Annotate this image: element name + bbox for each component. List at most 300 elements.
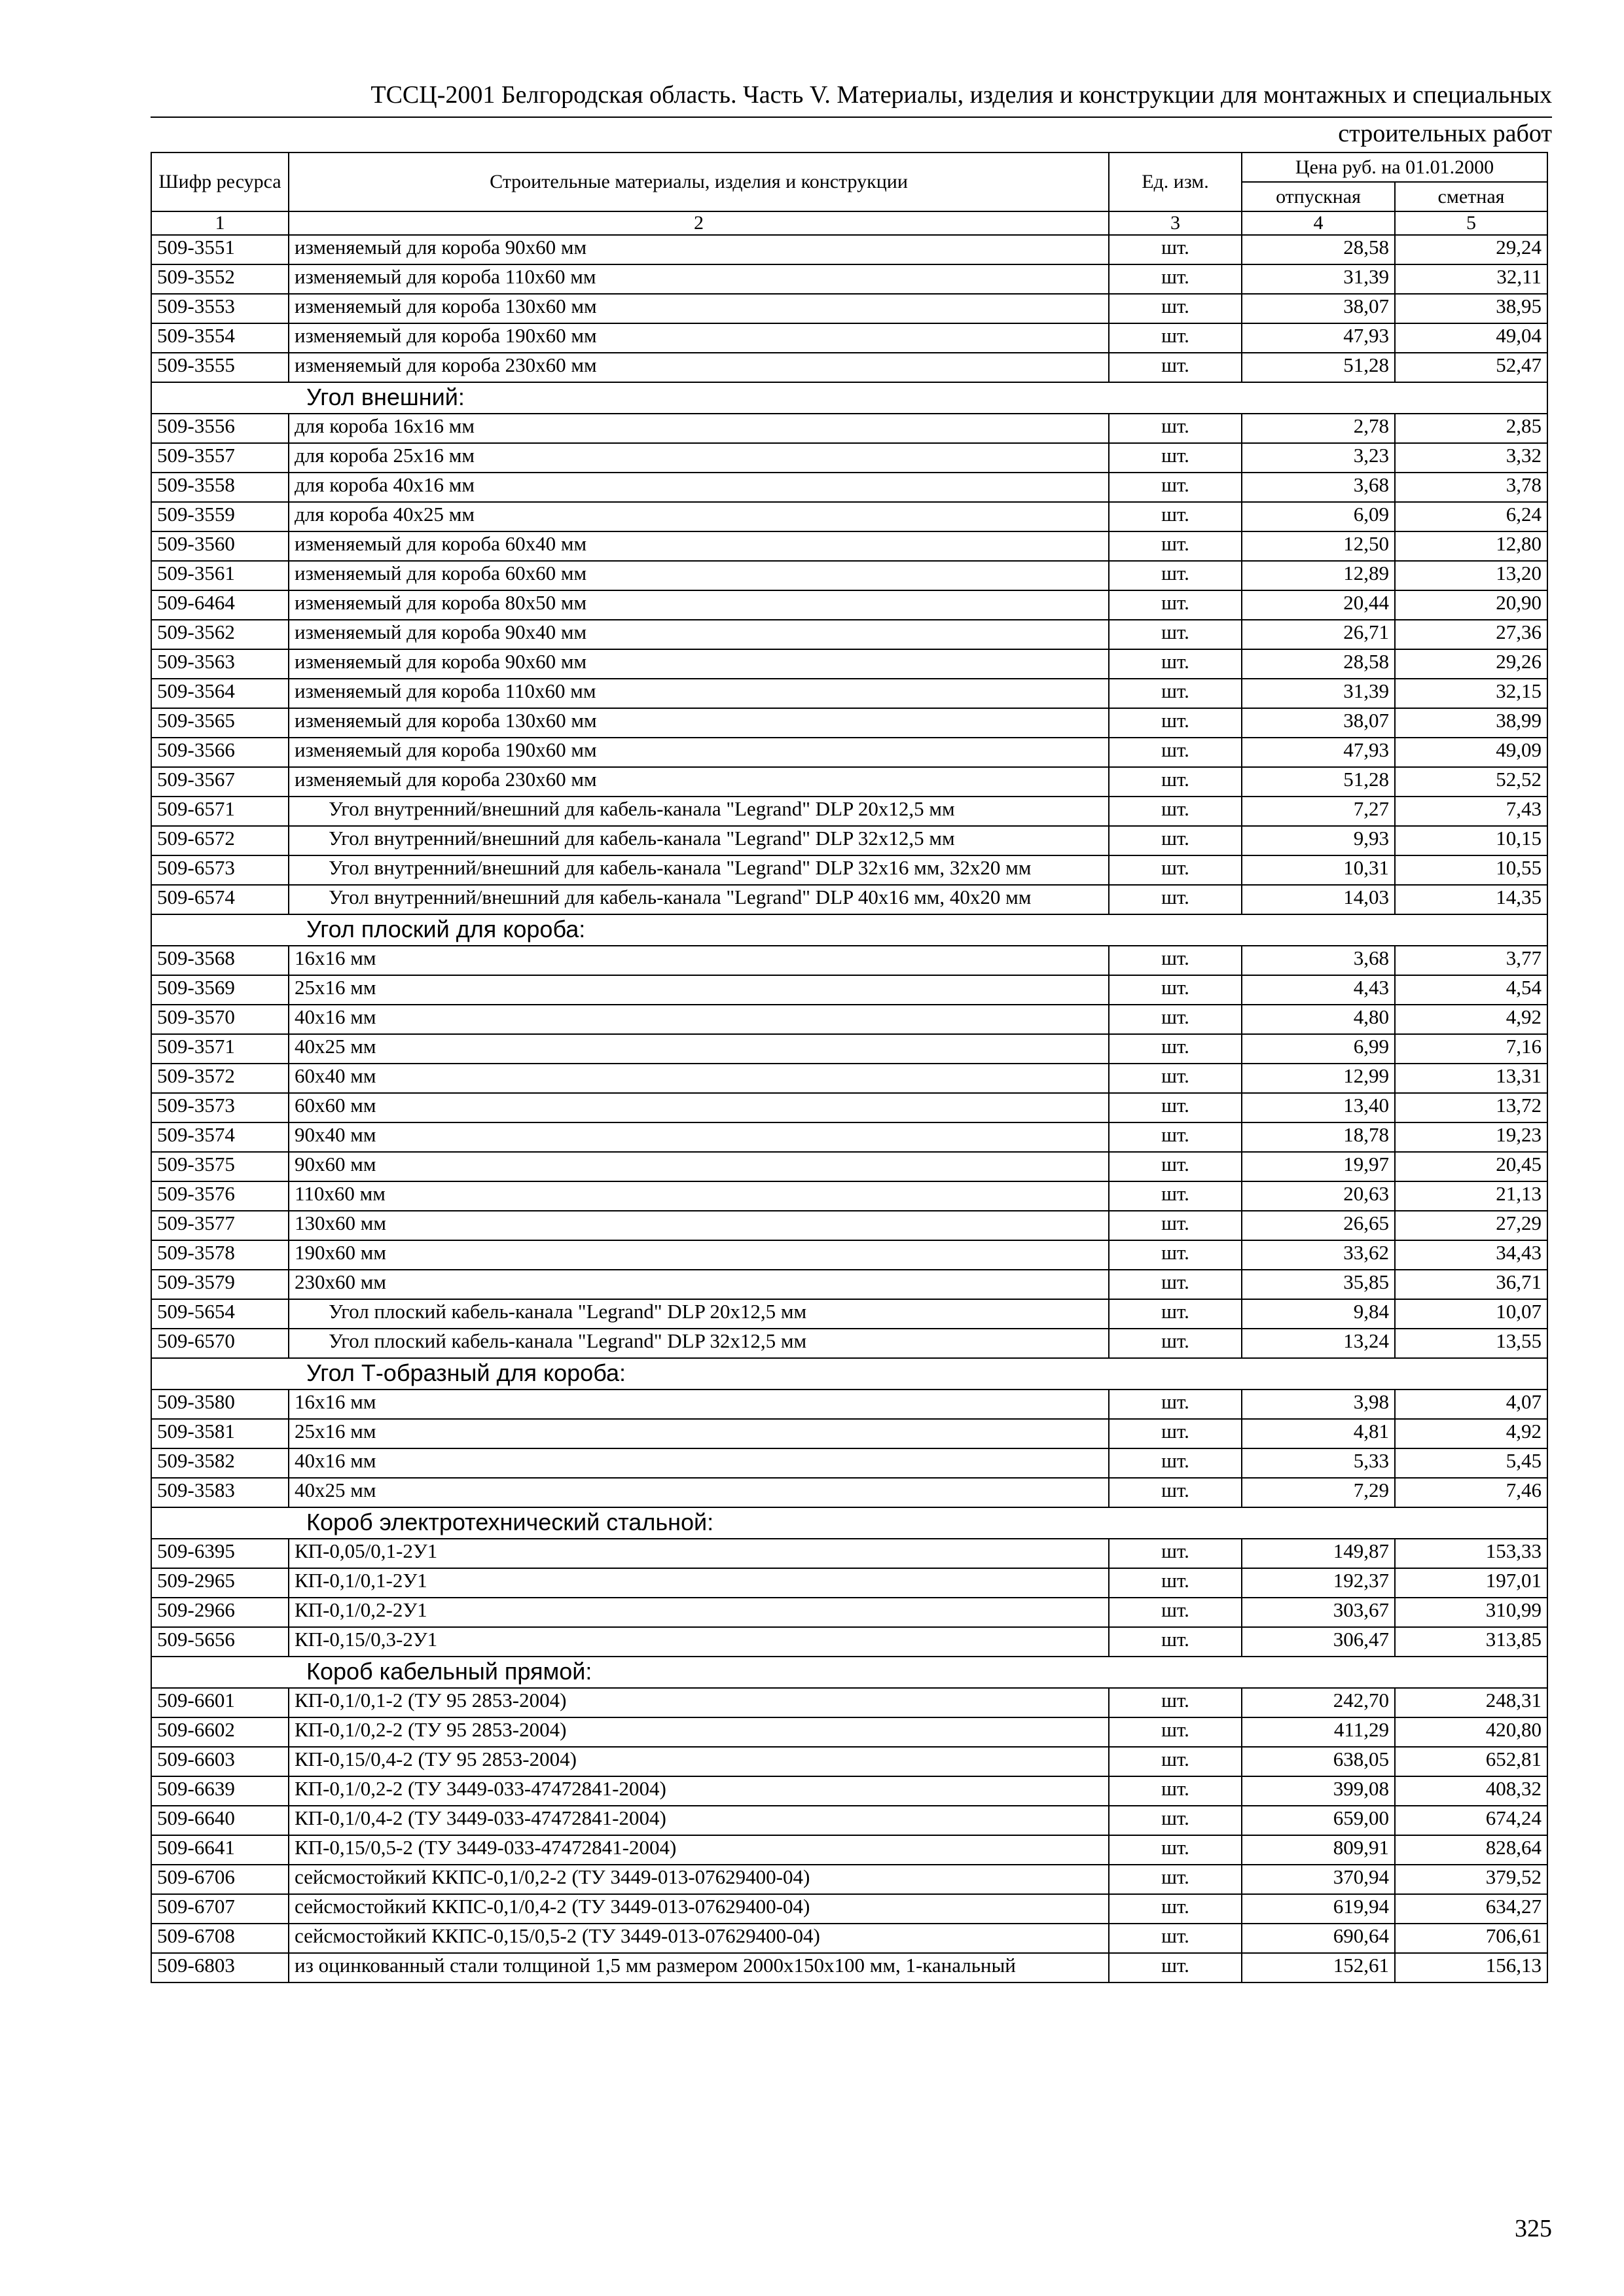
- estimate-price: 7,16: [1395, 1034, 1547, 1064]
- unit-cell: шт.: [1109, 1539, 1242, 1568]
- resource-code: 509-6803: [151, 1953, 289, 1982]
- table-row: [151, 708, 1547, 738]
- material-name: изменяемый для короба 190х60 мм: [289, 323, 1109, 353]
- table-row: [151, 1539, 1547, 1568]
- release-price: 3,68: [1242, 946, 1395, 975]
- release-price: 3,68: [1242, 473, 1395, 502]
- release-price: 31,39: [1242, 264, 1395, 294]
- estimate-price: 4,92: [1395, 1005, 1547, 1034]
- table-row: [151, 414, 1547, 443]
- estimate-price: 12,80: [1395, 531, 1547, 561]
- table-row: [151, 1478, 1547, 1507]
- table-row: [151, 649, 1547, 679]
- table-row: [151, 1627, 1547, 1657]
- resource-code: 509-3562: [151, 620, 289, 649]
- resource-code: 509-3565: [151, 708, 289, 738]
- material-name: изменяемый для короба 90х60 мм: [289, 649, 1109, 679]
- resource-code: 509-3567: [151, 767, 289, 797]
- estimate-price: 20,45: [1395, 1152, 1547, 1181]
- table-row: [151, 531, 1547, 561]
- material-name: для короба 25х16 мм: [289, 443, 1109, 473]
- unit-cell: шт.: [1109, 1747, 1242, 1776]
- release-price: 3,98: [1242, 1390, 1395, 1419]
- col-num-1: 1: [151, 211, 289, 235]
- release-price: 6,99: [1242, 1034, 1395, 1064]
- unit-cell: шт.: [1109, 1568, 1242, 1598]
- release-price: 7,29: [1242, 1478, 1395, 1507]
- release-price: 638,05: [1242, 1747, 1395, 1776]
- release-price: 14,03: [1242, 885, 1395, 914]
- table-row: [151, 1034, 1547, 1064]
- material-name: Угол внутренний/внешний для кабель-канала "Legrand" DLP 32х12,5 мм: [289, 826, 1109, 855]
- estimate-price: 674,24: [1395, 1806, 1547, 1835]
- release-price: 38,07: [1242, 294, 1395, 323]
- resource-code: 509-6706: [151, 1865, 289, 1894]
- material-name: 90х60 мм: [289, 1152, 1109, 1181]
- release-price: 4,43: [1242, 975, 1395, 1005]
- estimate-price: 13,72: [1395, 1093, 1547, 1122]
- estimate-price: 5,45: [1395, 1448, 1547, 1478]
- material-name: изменяемый для короба 130х60 мм: [289, 708, 1109, 738]
- release-price: 149,87: [1242, 1539, 1395, 1568]
- table-row: [151, 1717, 1547, 1747]
- resource-code: 509-3559: [151, 502, 289, 531]
- estimate-price: 828,64: [1395, 1835, 1547, 1865]
- table-row: [151, 975, 1547, 1005]
- col-unit-header: Ед. изм.: [1109, 152, 1242, 211]
- resource-code: 509-3575: [151, 1152, 289, 1181]
- unit-cell: шт.: [1109, 1211, 1242, 1240]
- unit-cell: шт.: [1109, 620, 1242, 649]
- unit-cell: шт.: [1109, 443, 1242, 473]
- material-name: КП-0,1/0,1-2 (ТУ 95 2853-2004): [289, 1688, 1109, 1717]
- estimate-price: 2,85: [1395, 414, 1547, 443]
- resource-code: 509-3566: [151, 738, 289, 767]
- release-price: 411,29: [1242, 1717, 1395, 1747]
- section-title: Угол Т-образный для короба:: [151, 1358, 1547, 1390]
- resource-code: 509-3568: [151, 946, 289, 975]
- material-name: 60х60 мм: [289, 1093, 1109, 1122]
- col-estimate-header: сметная: [1395, 182, 1547, 211]
- estimate-price: 19,23: [1395, 1122, 1547, 1152]
- table-row: [151, 1747, 1547, 1776]
- material-name: 40х25 мм: [289, 1034, 1109, 1064]
- estimate-price: 3,77: [1395, 946, 1547, 975]
- release-price: 28,58: [1242, 235, 1395, 264]
- release-price: 10,31: [1242, 855, 1395, 885]
- material-name: 25х16 мм: [289, 1419, 1109, 1448]
- release-price: 51,28: [1242, 353, 1395, 382]
- estimate-price: 49,04: [1395, 323, 1547, 353]
- material-name: 60х40 мм: [289, 1064, 1109, 1093]
- estimate-price: 10,07: [1395, 1299, 1547, 1329]
- resource-code: 509-5656: [151, 1627, 289, 1657]
- release-price: 26,65: [1242, 1211, 1395, 1240]
- table-row: [151, 1568, 1547, 1598]
- estimate-price: 27,29: [1395, 1211, 1547, 1240]
- unit-cell: шт.: [1109, 649, 1242, 679]
- unit-cell: шт.: [1109, 946, 1242, 975]
- table-row: [151, 1093, 1547, 1122]
- col-name-header: Строительные материалы, изделия и конструкции: [289, 152, 1109, 211]
- estimate-price: 21,13: [1395, 1181, 1547, 1211]
- table-row: [151, 1390, 1547, 1419]
- material-name: изменяемый для короба 230х60 мм: [289, 353, 1109, 382]
- material-name: изменяемый для короба 190х60 мм: [289, 738, 1109, 767]
- table-row: [151, 1806, 1547, 1835]
- resource-code: 509-3581: [151, 1419, 289, 1448]
- table-row: [151, 738, 1547, 767]
- unit-cell: шт.: [1109, 1064, 1242, 1093]
- unit-cell: шт.: [1109, 975, 1242, 1005]
- table-row: [151, 767, 1547, 797]
- unit-cell: шт.: [1109, 1448, 1242, 1478]
- material-name: 130х60 мм: [289, 1211, 1109, 1240]
- material-name: КП-0,1/0,1-2У1: [289, 1568, 1109, 1598]
- material-name: 110х60 мм: [289, 1181, 1109, 1211]
- unit-cell: шт.: [1109, 1894, 1242, 1924]
- resource-code: 509-3552: [151, 264, 289, 294]
- release-price: 47,93: [1242, 323, 1395, 353]
- resource-code: 509-6601: [151, 1688, 289, 1717]
- resource-code: 509-3574: [151, 1122, 289, 1152]
- material-name: 230х60 мм: [289, 1270, 1109, 1299]
- estimate-price: 13,20: [1395, 561, 1547, 590]
- material-name: КП-0,1/0,2-2 (ТУ 95 2853-2004): [289, 1717, 1109, 1747]
- estimate-price: 20,90: [1395, 590, 1547, 620]
- col-num-4: 4: [1242, 211, 1395, 235]
- resource-code: 509-3553: [151, 294, 289, 323]
- resource-code: 509-3556: [151, 414, 289, 443]
- release-price: 13,40: [1242, 1093, 1395, 1122]
- table-row: [151, 235, 1547, 264]
- material-name: КП-0,1/0,2-2 (ТУ 3449-033-47472841-2004): [289, 1776, 1109, 1806]
- resource-code: 509-3577: [151, 1211, 289, 1240]
- estimate-price: 49,09: [1395, 738, 1547, 767]
- unit-cell: шт.: [1109, 1835, 1242, 1865]
- table-row: [151, 1005, 1547, 1034]
- table-row: [151, 502, 1547, 531]
- release-price: 306,47: [1242, 1627, 1395, 1657]
- material-name: КП-0,05/0,1-2У1: [289, 1539, 1109, 1568]
- unit-cell: шт.: [1109, 1776, 1242, 1806]
- resource-code: 509-3551: [151, 235, 289, 264]
- resource-code: 509-3580: [151, 1390, 289, 1419]
- material-name: для короба 40х16 мм: [289, 473, 1109, 502]
- estimate-price: 310,99: [1395, 1598, 1547, 1627]
- estimate-price: 52,52: [1395, 767, 1547, 797]
- estimate-price: 29,24: [1395, 235, 1547, 264]
- table-row: [151, 1211, 1547, 1240]
- resource-code: 509-6641: [151, 1835, 289, 1865]
- section-title: Угол внешний:: [151, 382, 1547, 414]
- material-name: сейсмостойкий ККПС-0,1/0,4-2 (ТУ 3449-013-07629400-04): [289, 1894, 1109, 1924]
- resource-code: 509-3583: [151, 1478, 289, 1507]
- release-price: 20,44: [1242, 590, 1395, 620]
- resource-code: 509-3555: [151, 353, 289, 382]
- estimate-price: 13,31: [1395, 1064, 1547, 1093]
- resource-code: 509-3569: [151, 975, 289, 1005]
- estimate-price: 153,33: [1395, 1539, 1547, 1568]
- release-price: 9,84: [1242, 1299, 1395, 1329]
- resource-code: 509-3572: [151, 1064, 289, 1093]
- col-release-header: отпускная: [1242, 182, 1395, 211]
- release-price: 619,94: [1242, 1894, 1395, 1924]
- release-price: 4,81: [1242, 1419, 1395, 1448]
- resource-code: 509-3573: [151, 1093, 289, 1122]
- estimate-price: 34,43: [1395, 1240, 1547, 1270]
- unit-cell: шт.: [1109, 264, 1242, 294]
- col-num-2: 2: [289, 211, 1109, 235]
- unit-cell: шт.: [1109, 323, 1242, 353]
- unit-cell: шт.: [1109, 473, 1242, 502]
- material-name: 40х25 мм: [289, 1478, 1109, 1507]
- section-row: [151, 1657, 1547, 1688]
- unit-cell: шт.: [1109, 1865, 1242, 1894]
- running-header-title-cont: строительных работ: [1338, 120, 1552, 147]
- table-body: [151, 235, 1547, 1982]
- material-name: 40х16 мм: [289, 1005, 1109, 1034]
- estimate-price: 4,92: [1395, 1419, 1547, 1448]
- unit-cell: шт.: [1109, 1419, 1242, 1448]
- material-name: 25х16 мм: [289, 975, 1109, 1005]
- resource-code: 509-6570: [151, 1329, 289, 1358]
- section-title: Короб электротехнический стальной:: [151, 1507, 1547, 1539]
- material-name: изменяемый для короба 90х40 мм: [289, 620, 1109, 649]
- release-price: 26,71: [1242, 620, 1395, 649]
- estimate-price: 156,13: [1395, 1953, 1547, 1982]
- release-price: 399,08: [1242, 1776, 1395, 1806]
- page-number: 325: [1515, 2215, 1552, 2242]
- material-name: из оцинкованный стали толщиной 1,5 мм размером 2000х150х100 мм, 1-канальный: [289, 1953, 1109, 1982]
- resource-code: 509-6707: [151, 1894, 289, 1924]
- release-price: 28,58: [1242, 649, 1395, 679]
- estimate-price: 408,32: [1395, 1776, 1547, 1806]
- unit-cell: шт.: [1109, 414, 1242, 443]
- resource-code: 509-3560: [151, 531, 289, 561]
- resource-code: 509-5654: [151, 1299, 289, 1329]
- resource-code: 509-6572: [151, 826, 289, 855]
- release-price: 809,91: [1242, 1835, 1395, 1865]
- running-header-title: ТССЦ-2001 Белгородская область. Часть V. Материалы, изделия и конструкции для монтажных и специальных: [370, 81, 1552, 109]
- resource-code: 509-3578: [151, 1240, 289, 1270]
- resource-code: 509-6464: [151, 590, 289, 620]
- unit-cell: шт.: [1109, 531, 1242, 561]
- estimate-price: 14,35: [1395, 885, 1547, 914]
- release-price: 35,85: [1242, 1270, 1395, 1299]
- table-row: [151, 590, 1547, 620]
- table-row: [151, 1924, 1547, 1953]
- material-name: Угол плоский кабель-канала "Legrand" DLP 32х12,5 мм: [289, 1329, 1109, 1358]
- estimate-price: 38,99: [1395, 708, 1547, 738]
- unit-cell: шт.: [1109, 1299, 1242, 1329]
- estimate-price: 313,85: [1395, 1627, 1547, 1657]
- table-row: [151, 946, 1547, 975]
- resource-code: 509-6640: [151, 1806, 289, 1835]
- release-price: 4,80: [1242, 1005, 1395, 1034]
- estimate-price: 6,24: [1395, 502, 1547, 531]
- price-table: [151, 152, 1548, 1983]
- unit-cell: шт.: [1109, 1270, 1242, 1299]
- estimate-price: 36,71: [1395, 1270, 1547, 1299]
- material-name: КП-0,1/0,2-2У1: [289, 1598, 1109, 1627]
- release-price: 12,50: [1242, 531, 1395, 561]
- estimate-price: 7,46: [1395, 1478, 1547, 1507]
- unit-cell: шт.: [1109, 235, 1242, 264]
- unit-cell: шт.: [1109, 1953, 1242, 1982]
- col-num-3: 3: [1109, 211, 1242, 235]
- table-row: [151, 885, 1547, 914]
- resource-code: 509-6573: [151, 855, 289, 885]
- unit-cell: шт.: [1109, 767, 1242, 797]
- material-name: изменяемый для короба 60х60 мм: [289, 561, 1109, 590]
- release-price: 242,70: [1242, 1688, 1395, 1717]
- release-price: 20,63: [1242, 1181, 1395, 1211]
- table-row: [151, 1299, 1547, 1329]
- material-name: Угол плоский кабель-канала "Legrand" DLP 20х12,5 мм: [289, 1299, 1109, 1329]
- estimate-price: 634,27: [1395, 1894, 1547, 1924]
- estimate-price: 52,47: [1395, 353, 1547, 382]
- resource-code: 509-3571: [151, 1034, 289, 1064]
- material-name: для короба 40х25 мм: [289, 502, 1109, 531]
- release-price: 3,23: [1242, 443, 1395, 473]
- release-price: 18,78: [1242, 1122, 1395, 1152]
- table-row: [151, 1953, 1547, 1982]
- table-row: [151, 826, 1547, 855]
- unit-cell: шт.: [1109, 1034, 1242, 1064]
- unit-cell: шт.: [1109, 1240, 1242, 1270]
- table-row: [151, 561, 1547, 590]
- release-price: 303,67: [1242, 1598, 1395, 1627]
- material-name: изменяемый для короба 110х60 мм: [289, 679, 1109, 708]
- unit-cell: шт.: [1109, 1093, 1242, 1122]
- section-title: Короб кабельный прямой:: [151, 1657, 1547, 1688]
- material-name: изменяемый для короба 130х60 мм: [289, 294, 1109, 323]
- unit-cell: шт.: [1109, 797, 1242, 826]
- release-price: 370,94: [1242, 1865, 1395, 1894]
- unit-cell: шт.: [1109, 885, 1242, 914]
- estimate-price: 3,78: [1395, 473, 1547, 502]
- release-price: 5,33: [1242, 1448, 1395, 1478]
- unit-cell: шт.: [1109, 708, 1242, 738]
- estimate-price: 420,80: [1395, 1717, 1547, 1747]
- col-num-5: 5: [1395, 211, 1547, 235]
- unit-cell: шт.: [1109, 738, 1242, 767]
- material-name: КП-0,1/0,4-2 (ТУ 3449-033-47472841-2004): [289, 1806, 1109, 1835]
- table-row: [151, 323, 1547, 353]
- unit-cell: шт.: [1109, 561, 1242, 590]
- table-row: [151, 1835, 1547, 1865]
- material-name: сейсмостойкий ККПС-0,1/0,2-2 (ТУ 3449-013-07629400-04): [289, 1865, 1109, 1894]
- resource-code: 509-3582: [151, 1448, 289, 1478]
- table-row: [151, 1448, 1547, 1478]
- resource-code: 509-6708: [151, 1924, 289, 1953]
- table-row: [151, 1598, 1547, 1627]
- table-row: [151, 353, 1547, 382]
- material-name: КП-0,15/0,5-2 (ТУ 3449-033-47472841-2004): [289, 1835, 1109, 1865]
- release-price: 7,27: [1242, 797, 1395, 826]
- release-price: 192,37: [1242, 1568, 1395, 1598]
- unit-cell: шт.: [1109, 502, 1242, 531]
- material-name: Угол внутренний/внешний для кабель-канала "Legrand" DLP 40х16 мм, 40х20 мм: [289, 885, 1109, 914]
- resource-code: 509-6574: [151, 885, 289, 914]
- table-row: [151, 443, 1547, 473]
- table-row: [151, 855, 1547, 885]
- material-name: 40х16 мм: [289, 1448, 1109, 1478]
- unit-cell: шт.: [1109, 1005, 1242, 1034]
- resource-code: 509-3554: [151, 323, 289, 353]
- unit-cell: шт.: [1109, 1122, 1242, 1152]
- material-name: 16х16 мм: [289, 1390, 1109, 1419]
- estimate-price: 29,26: [1395, 649, 1547, 679]
- col-price-header: Цена руб. на 01.01.2000: [1242, 152, 1547, 182]
- material-name: 16х16 мм: [289, 946, 1109, 975]
- material-name: 190х60 мм: [289, 1240, 1109, 1270]
- material-name: изменяемый для короба 60х40 мм: [289, 531, 1109, 561]
- resource-code: 509-3558: [151, 473, 289, 502]
- release-price: 51,28: [1242, 767, 1395, 797]
- table-row: [151, 1776, 1547, 1806]
- resource-code: 509-6639: [151, 1776, 289, 1806]
- release-price: 31,39: [1242, 679, 1395, 708]
- table-row: [151, 797, 1547, 826]
- estimate-price: 4,07: [1395, 1390, 1547, 1419]
- estimate-price: 248,31: [1395, 1688, 1547, 1717]
- table-row: [151, 473, 1547, 502]
- estimate-price: 10,55: [1395, 855, 1547, 885]
- release-price: 12,99: [1242, 1064, 1395, 1093]
- release-price: 47,93: [1242, 738, 1395, 767]
- material-name: изменяемый для короба 230х60 мм: [289, 767, 1109, 797]
- table-row: [151, 1240, 1547, 1270]
- release-price: 19,97: [1242, 1152, 1395, 1181]
- resource-code: 509-3557: [151, 443, 289, 473]
- unit-cell: шт.: [1109, 590, 1242, 620]
- release-price: 12,89: [1242, 561, 1395, 590]
- unit-cell: шт.: [1109, 826, 1242, 855]
- table-row: [151, 679, 1547, 708]
- material-name: сейсмостойкий ККПС-0,15/0,5-2 (ТУ 3449-013-07629400-04): [289, 1924, 1109, 1953]
- release-price: 13,24: [1242, 1329, 1395, 1358]
- estimate-price: 3,32: [1395, 443, 1547, 473]
- unit-cell: шт.: [1109, 1152, 1242, 1181]
- estimate-price: 32,11: [1395, 264, 1547, 294]
- release-price: 38,07: [1242, 708, 1395, 738]
- section-row: [151, 1507, 1547, 1539]
- table-row: [151, 1122, 1547, 1152]
- unit-cell: шт.: [1109, 1390, 1242, 1419]
- unit-cell: шт.: [1109, 1329, 1242, 1358]
- table-row: [151, 1152, 1547, 1181]
- estimate-price: 197,01: [1395, 1568, 1547, 1598]
- table-row: [151, 294, 1547, 323]
- estimate-price: 13,55: [1395, 1329, 1547, 1358]
- resource-code: 509-3576: [151, 1181, 289, 1211]
- resource-code: 509-3564: [151, 679, 289, 708]
- release-price: 6,09: [1242, 502, 1395, 531]
- table-row: [151, 1181, 1547, 1211]
- resource-code: 509-2965: [151, 1568, 289, 1598]
- section-row: [151, 382, 1547, 414]
- unit-cell: шт.: [1109, 1627, 1242, 1657]
- release-price: 2,78: [1242, 414, 1395, 443]
- unit-cell: шт.: [1109, 1717, 1242, 1747]
- section-title: Угол плоский для короба:: [151, 914, 1547, 946]
- unit-cell: шт.: [1109, 1181, 1242, 1211]
- estimate-price: 379,52: [1395, 1865, 1547, 1894]
- resource-code: 509-3563: [151, 649, 289, 679]
- release-price: 9,93: [1242, 826, 1395, 855]
